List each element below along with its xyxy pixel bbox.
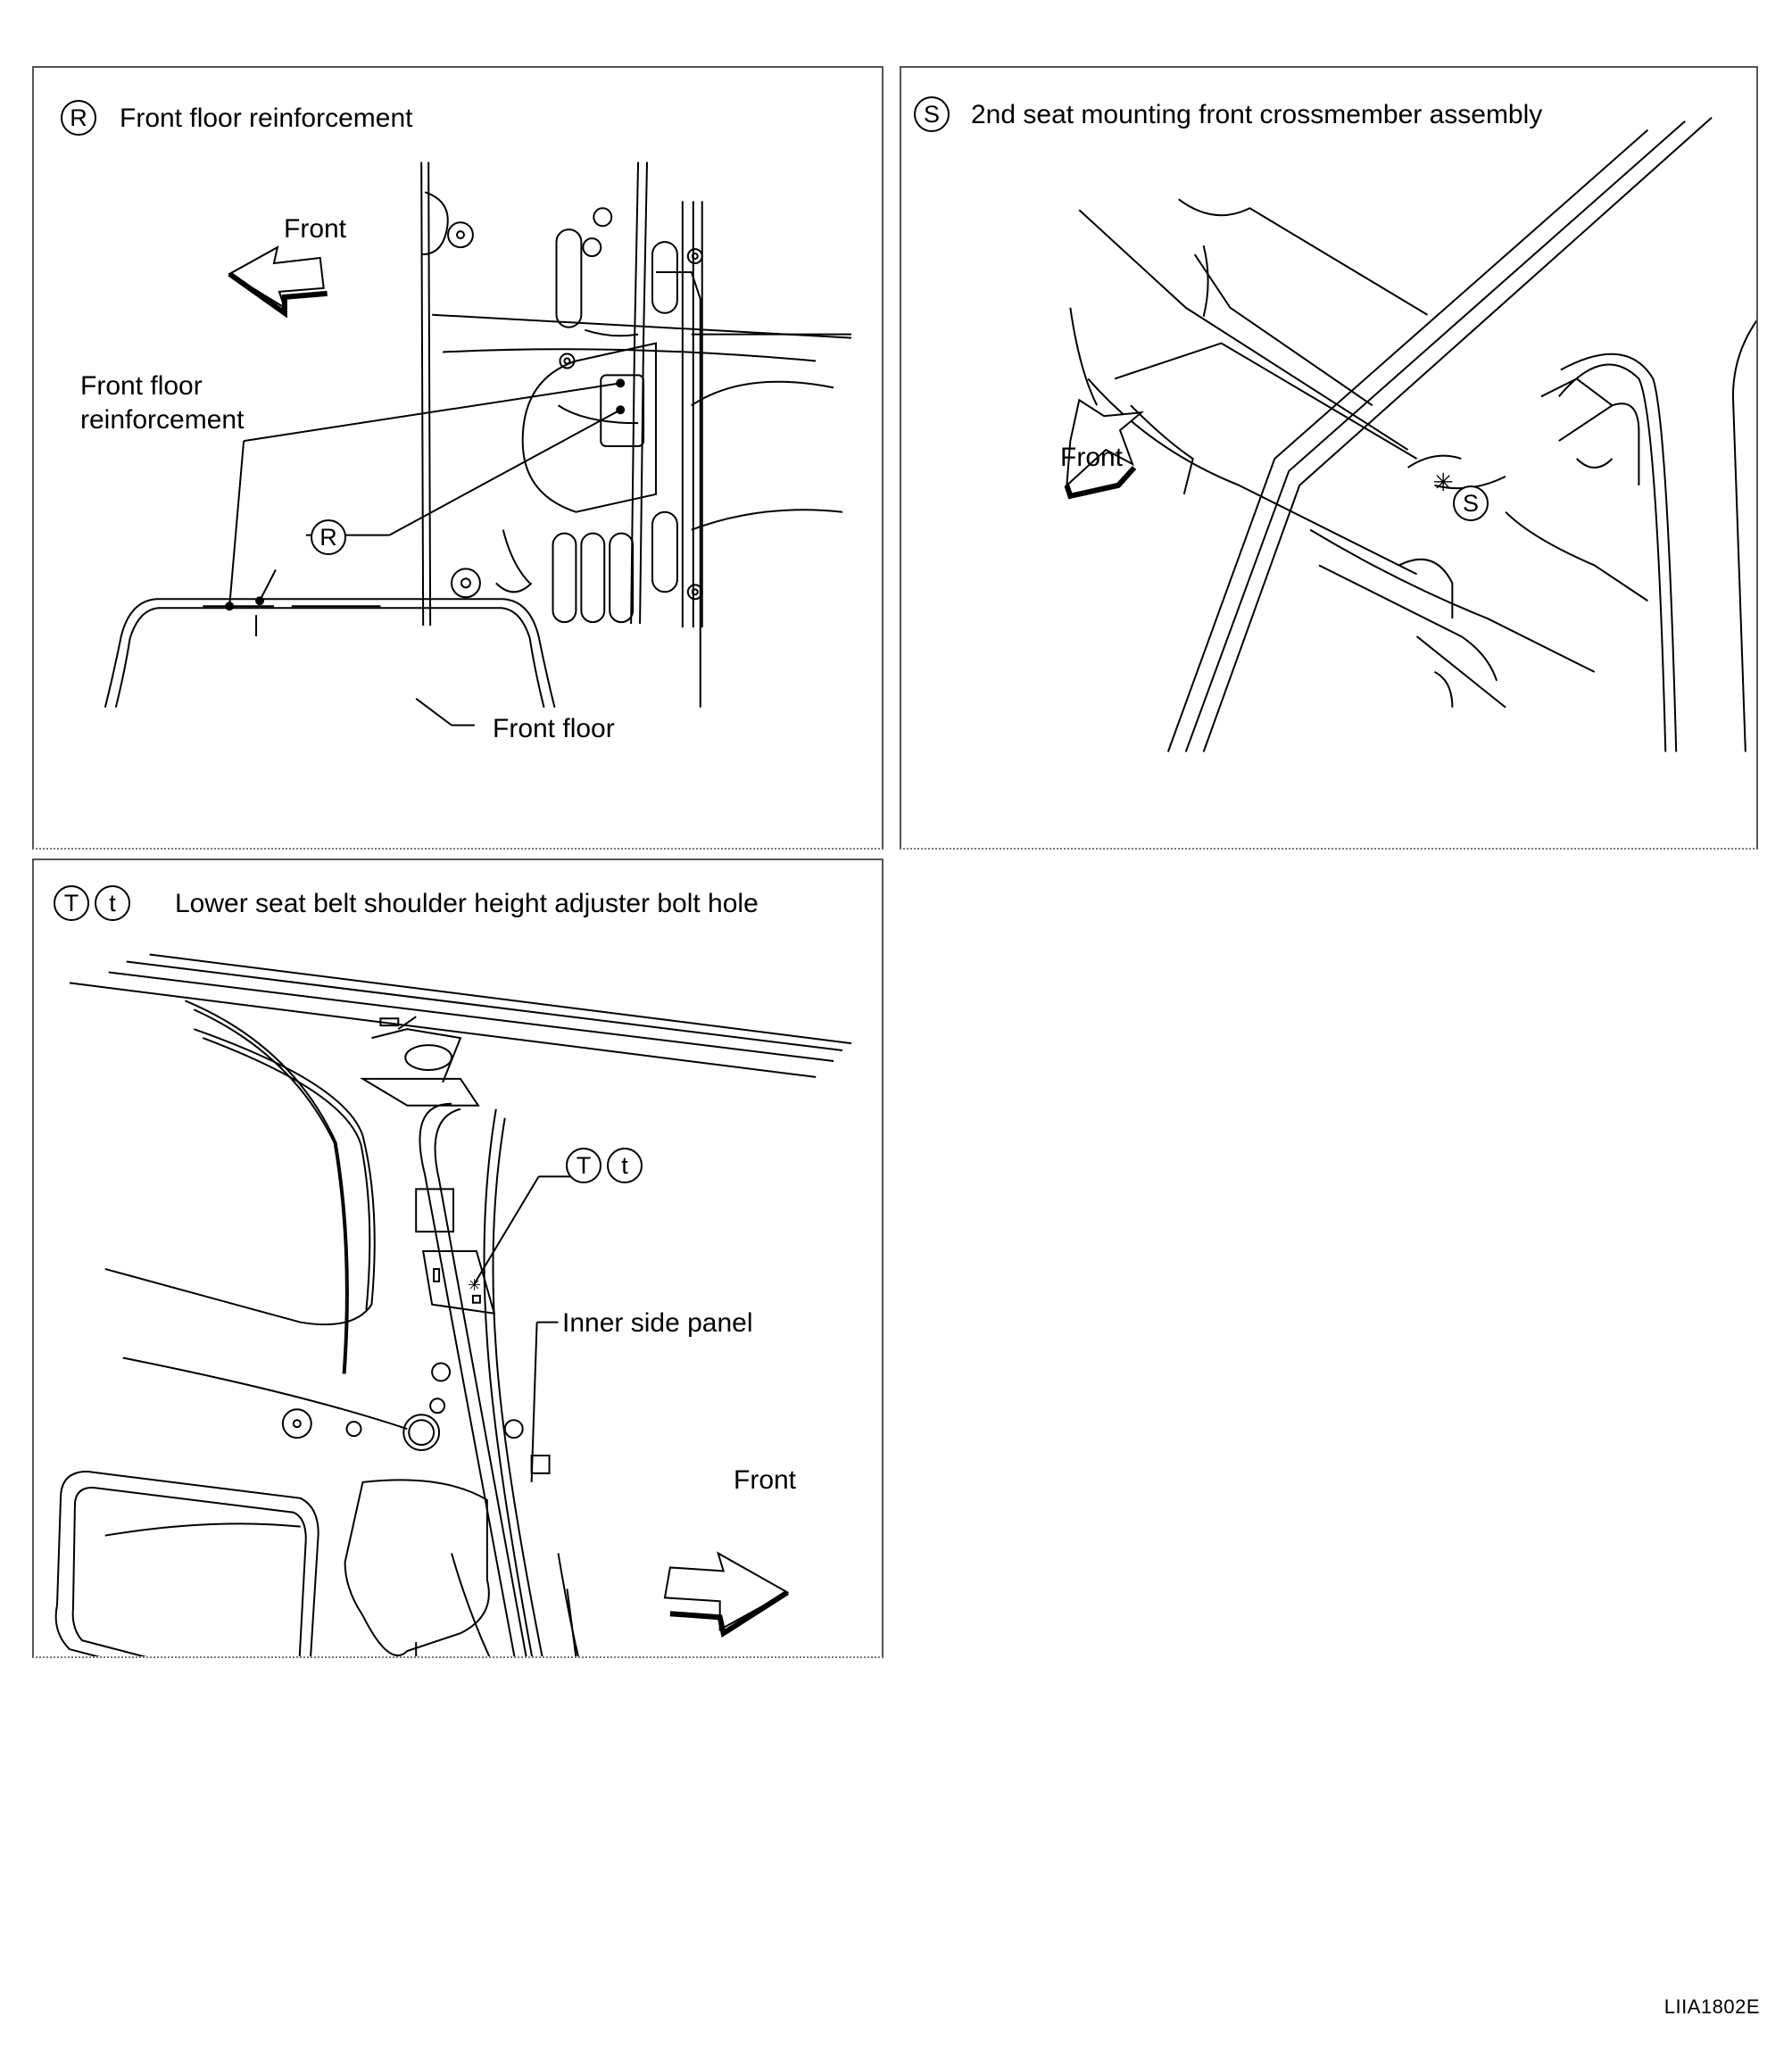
panel-t-badge-lower: t bbox=[95, 885, 130, 921]
inner-side-panel-drawing bbox=[34, 860, 882, 1656]
svg-text:✳: ✳ bbox=[1432, 467, 1454, 497]
front-floor-reinforcement-drawing bbox=[34, 68, 882, 848]
front-floor-reinforcement-label-line2: reinforcement bbox=[80, 405, 245, 435]
figure-code: LIIA1802E bbox=[1663, 1995, 1760, 2018]
front-arrow-icon bbox=[229, 247, 324, 308]
front-label: Front bbox=[734, 1465, 797, 1495]
crossmember-drawing bbox=[901, 68, 1756, 848]
panel-s-badge: S bbox=[914, 96, 950, 132]
panel-s-title: 2nd seat mounting front crossmember assembly bbox=[971, 100, 1543, 129]
callout-t-badge-upper: T bbox=[566, 1148, 601, 1183]
front-label: Front bbox=[284, 214, 347, 244]
panel-t-badge-upper: T bbox=[54, 885, 89, 921]
panel-2nd-seat-crossmember bbox=[900, 66, 1758, 850]
callout-s-badge: S bbox=[1453, 485, 1489, 521]
front-arrow-icon bbox=[665, 1554, 787, 1630]
front-floor-reinforcement-label-line1: Front floor bbox=[80, 371, 203, 401]
front-label: Front bbox=[1060, 443, 1124, 472]
panel-front-floor-reinforcement bbox=[32, 66, 884, 850]
panel-t-title: Lower seat belt shoulder height adjuster bolt hole bbox=[175, 889, 759, 918]
callout-t-badge-lower: t bbox=[607, 1148, 643, 1183]
svg-text:✳: ✳ bbox=[467, 1275, 481, 1295]
panel-r-title: Front floor reinforcement bbox=[120, 104, 413, 133]
panel-r-badge: R bbox=[61, 100, 96, 136]
inner-side-panel-label: Inner side panel bbox=[562, 1308, 753, 1338]
callout-r-badge: R bbox=[311, 519, 346, 555]
front-floor-label: Front floor bbox=[493, 714, 615, 743]
panel-lower-seat-belt-adjuster bbox=[32, 859, 884, 1658]
